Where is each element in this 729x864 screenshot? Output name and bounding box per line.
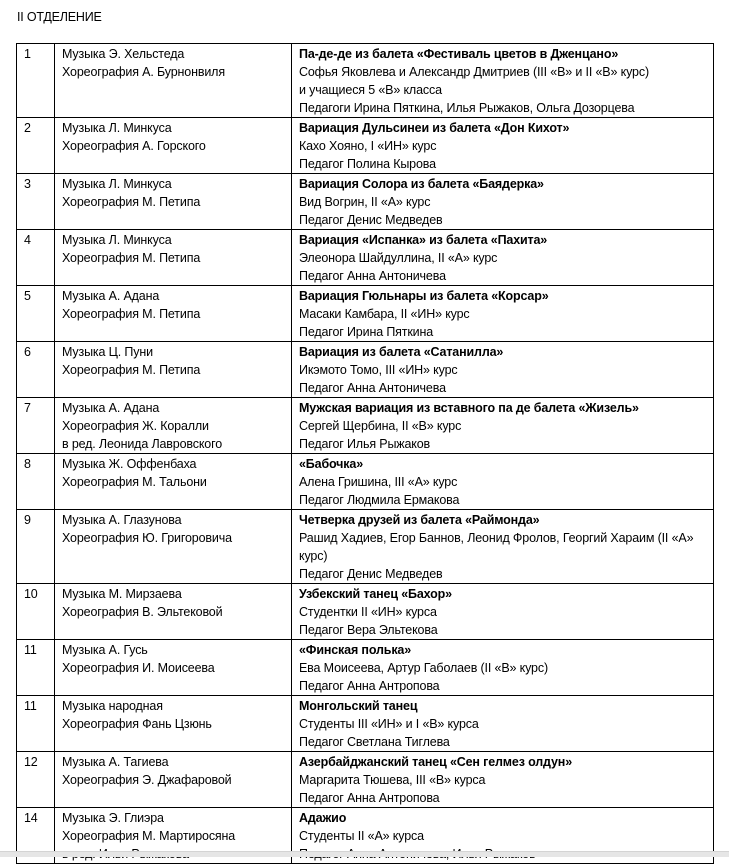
- authors-cell: [55, 454, 292, 510]
- author-line: Музыка Э. Глиэра: [62, 811, 164, 825]
- author-line: Хореография Ж. Коралли: [62, 419, 209, 433]
- piece-title: Монгольский танец: [299, 699, 418, 713]
- author-line: Хореография М. Петипа: [62, 307, 201, 321]
- author-line: Музыка А. Адана: [62, 289, 160, 303]
- table-row: [17, 752, 714, 808]
- author-line: Хореография И. Моисеева: [62, 661, 215, 675]
- piece-detail: Студентки II «ИН» курса: [299, 605, 437, 619]
- piece-detail: Педагог Денис Медведев: [299, 567, 443, 581]
- author-line: Музыка А. Глазунова: [62, 513, 182, 527]
- piece-detail: Софья Яковлева и Александр Дмитриев (III «В» и II «В» курс): [299, 65, 649, 79]
- piece-title: Азербайджанский танец «Сен гелмез олдун»: [299, 755, 572, 769]
- piece-detail: Студенты II «А» курса: [299, 829, 424, 843]
- piece-detail: Алена Гришина, III «А» курс: [299, 475, 458, 489]
- author-line: Хореография А. Бурнонвиля: [62, 65, 225, 79]
- piece-detail: Сергей Щербина, II «В» курс: [299, 419, 462, 433]
- piece-detail: Педагог Денис Медведев: [299, 213, 443, 227]
- table-row: [17, 510, 714, 584]
- piece-title: «Бабочка»: [299, 457, 364, 471]
- piece-detail: Икэмото Томо, III «ИН» курс: [299, 363, 458, 377]
- piece-detail: Педагог Светлана Тиглева: [299, 735, 450, 749]
- piece-detail: Педагог Людмила Ермакова: [299, 493, 460, 507]
- piece-cell: [292, 510, 714, 584]
- piece-cell: [292, 696, 714, 752]
- piece-detail: Педагог Анна Антоничева: [299, 269, 446, 283]
- author-line: Хореография Ю. Григоровича: [62, 531, 232, 545]
- table-row: [17, 44, 714, 118]
- piece-detail: Маргарита Тюшева, III «В» курса: [299, 773, 486, 787]
- author-line: в ред. Леонида Лавровского: [62, 437, 223, 451]
- piece-detail: Педагог Полина Кырова: [299, 157, 436, 171]
- author-line: Хореография М. Петипа: [62, 363, 201, 377]
- author-line: Хореография М. Тальони: [62, 475, 207, 489]
- author-line: Музыка А. Тагиева: [62, 755, 169, 769]
- piece-title: Адажио: [299, 811, 347, 825]
- piece-title: Вариация «Испанка» из балета «Пахита»: [299, 233, 548, 247]
- item-number: 3: [17, 174, 55, 230]
- piece-title: Вариация Дульсинеи из балета «Дон Кихот»: [299, 121, 570, 135]
- item-number: 11: [17, 640, 55, 696]
- author-line: Музыка народная: [62, 699, 163, 713]
- table-row: [17, 118, 714, 174]
- table-row: [17, 286, 714, 342]
- item-number: 4: [17, 230, 55, 286]
- item-number: 8: [17, 454, 55, 510]
- table-row: [17, 342, 714, 398]
- author-line: Хореография М. Петипа: [62, 251, 201, 265]
- author-line: Хореография А. Горского: [62, 139, 206, 153]
- authors-cell: [55, 44, 292, 118]
- piece-cell: [292, 584, 714, 640]
- piece-detail: Педагог Анна Антропова: [299, 791, 440, 805]
- author-line: Музыка А. Гусь: [62, 643, 148, 657]
- piece-cell: [292, 230, 714, 286]
- program-table-body: [17, 44, 714, 864]
- piece-cell: [292, 286, 714, 342]
- piece-detail: и учащиеся 5 «В» класса: [299, 83, 442, 97]
- item-number: 14: [17, 808, 55, 864]
- authors-cell: [55, 510, 292, 584]
- authors-cell: [55, 342, 292, 398]
- piece-title: Па-де-де из балета «Фестиваль цветов в Дженцано»: [299, 47, 619, 61]
- item-number: 1: [17, 44, 55, 118]
- item-number: 6: [17, 342, 55, 398]
- piece-title: Вариация из балета «Сатанилла»: [299, 345, 504, 359]
- table-row: [17, 454, 714, 510]
- item-number: 12: [17, 752, 55, 808]
- author-line: Хореография Э. Джафаровой: [62, 773, 232, 787]
- item-number: 11: [17, 696, 55, 752]
- piece-detail: Педагог Илья Рыжаков: [299, 437, 431, 451]
- table-row: [17, 230, 714, 286]
- authors-cell: [55, 752, 292, 808]
- piece-detail: Вид Вогрин, II «А» курс: [299, 195, 431, 209]
- piece-title: Вариация Гюльнары из балета «Корсар»: [299, 289, 549, 303]
- author-line: Музыка Ц. Пуни: [62, 345, 153, 359]
- author-line: Хореография М. Петипа: [62, 195, 201, 209]
- item-number: 5: [17, 286, 55, 342]
- author-line: Музыка Э. Хельстеда: [62, 47, 185, 61]
- authors-cell: [55, 286, 292, 342]
- piece-cell: [292, 640, 714, 696]
- piece-title: Узбекский танец «Бахор»: [299, 587, 452, 601]
- author-line: Музыка Л. Минкуса: [62, 177, 172, 191]
- piece-title: Мужская вариация из вставного па де балета «Жизель»: [299, 401, 639, 415]
- authors-cell: [55, 174, 292, 230]
- table-row: [17, 696, 714, 752]
- piece-detail: Рашид Хадиев, Егор Баннов, Леонид Фролов, Георгий Хараим (II «А» курс): [299, 531, 694, 563]
- piece-detail: Масаки Камбара, II «ИН» курс: [299, 307, 470, 321]
- piece-detail: Ева Моисеева, Артур Габолаев (II «В» курс): [299, 661, 548, 675]
- piece-detail: Педагог Вера Эльтекова: [299, 623, 438, 637]
- piece-title: Четверка друзей из балета «Раймонда»: [299, 513, 540, 527]
- table-row: [17, 398, 714, 454]
- item-number: 9: [17, 510, 55, 584]
- piece-cell: [292, 752, 714, 808]
- table-row: [17, 640, 714, 696]
- piece-cell: [292, 454, 714, 510]
- table-row: [17, 584, 714, 640]
- piece-title: «Финская полька»: [299, 643, 412, 657]
- piece-cell: [292, 342, 714, 398]
- item-number: 7: [17, 398, 55, 454]
- item-number: 10: [17, 584, 55, 640]
- authors-cell: [55, 696, 292, 752]
- author-line: Музыка М. Мирзаева: [62, 587, 182, 601]
- author-line: Музыка Л. Минкуса: [62, 233, 172, 247]
- piece-cell: [292, 398, 714, 454]
- piece-detail: Студенты III «ИН» и I «В» курса: [299, 717, 479, 731]
- authors-cell: [55, 118, 292, 174]
- section-title: II ОТДЕЛЕНИЕ: [17, 10, 102, 24]
- piece-detail: Педагоги Ирина Пяткина, Илья Рыжаков, Ольга Дозорцева: [299, 101, 635, 115]
- authors-cell: [55, 584, 292, 640]
- page-bottom-edge: [0, 851, 729, 857]
- piece-detail: Педагог Анна Антоничева: [299, 381, 446, 395]
- piece-detail: Элеонора Шайдуллина, II «А» курс: [299, 251, 498, 265]
- authors-cell: [55, 640, 292, 696]
- authors-cell: [55, 230, 292, 286]
- piece-cell: [292, 174, 714, 230]
- author-line: Музыка Ж. Оффенбаха: [62, 457, 197, 471]
- author-line: Хореография В. Эльтековой: [62, 605, 223, 619]
- authors-cell: [55, 398, 292, 454]
- author-line: Хореография Фань Цзюнь: [62, 717, 212, 731]
- piece-cell: [292, 118, 714, 174]
- author-line: Музыка А. Адана: [62, 401, 160, 415]
- piece-cell: [292, 44, 714, 118]
- piece-title: Вариация Солора из балета «Баядерка»: [299, 177, 544, 191]
- piece-detail: Педагог Ирина Пяткина: [299, 325, 434, 339]
- piece-detail: Педагог Анна Антропова: [299, 679, 440, 693]
- author-line: Хореография М. Мартиросяна: [62, 829, 236, 843]
- item-number: 2: [17, 118, 55, 174]
- piece-detail: Кахо Хояно, I «ИН» курс: [299, 139, 437, 153]
- author-line: Музыка Л. Минкуса: [62, 121, 172, 135]
- table-row: [17, 174, 714, 230]
- program-table: [16, 43, 714, 864]
